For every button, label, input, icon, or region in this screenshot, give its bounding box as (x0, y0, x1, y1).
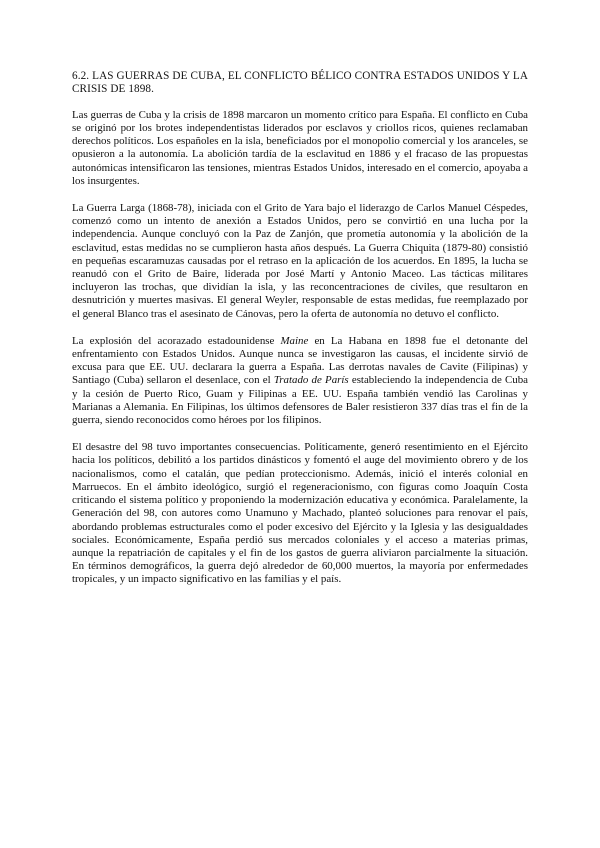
treaty-name: Tratado de París (273, 374, 349, 387)
document-page (72, 70, 528, 601)
section-heading: 6.2. LAS GUERRAS DE CUBA, EL CONFLICTO BÉLICO CONTRA ESTADOS UNIDOS Y LA CRISIS DE 1898. (72, 70, 528, 96)
paragraph-text-segment: en La Habana en 1898 fue el detonante del enfrentamiento con Estados Unidos. Aunque nunca se investigaron las causas, el incidente sirvió de excusa para que EE. UU. declarara la guerra a España. Las derrotas navales de Cavite (Filipinas) y Santiago (Cuba) sellaron el desenlace, con el (72, 334, 528, 387)
paragraph-cuba-crisis-intro: Las guerras de Cuba y la crisis de 1898 marcaron un momento crítico para España. El conflicto en Cuba se originó por los brotes independentistas liderados por esclavos y criollos ricos, quienes reclamaban derechos políticos. Los españoles en la isla, beneficiados por el monopolio comercial y los aranceles, se opusieron a la autonomía. La abolición tardía de la esclavitud en 1886 y el fracaso de las propuestas autonómicas intensificaron las tensiones, mientras Estados Unidos, interesado en el comercio, apoyaba a los insurgentes. (72, 108, 528, 187)
paragraph-consequences: El desastre del 98 tuvo importantes consecuencias. Políticamente, generó resentimiento en el Ejército hacia los políticos, debilitó a los partidos dinásticos y fomentó el auge del movimiento obrero y de los nacionalismos, como el catalán, que pedían proteccionismo. Además, inició el interés colonial en Marruecos. En el ámbito ideológico, surgió el regeneracionismo, con figuras como Joaquín Costa criticando el sistema político y proponiendo la modernización educativa y económica. Paralelamente, la Generación del 98, con autores como Unamuno y Machado, planteó soluciones para renovar el país, abordando problemas estructurales como el poder excesivo del Ejército y la Iglesia y las desigualdades sociales. Económicamente, España perdió sus mercados coloniales y el acceso a materias primas, aunque la repatriación de capitales y el fin de los gastos de guerra aliviaron parcialmente la situación. En términos demográficos, la guerra dejó alrededor de 60,000 muertos, la mayoría por enfermedades tropicales, y un impacto significativo en las familias y el país. (72, 441, 528, 586)
ship-name-maine: Maine (280, 334, 309, 347)
paragraph-guerra-larga: La Guerra Larga (1868-78), iniciada con el Grito de Yara bajo el liderazgo de Carlos Manuel Céspedes, comenzó como un intento de anexión a Estados Unidos, pero se convirtió en una lucha por la independencia. Aunque concluyó con la Paz de Zanjón, que prometía autonomía y la abolición de la esclavitud, estas medidas no se cumplieron hasta años después. La Guerra Chiquita (1879-80) consistió en pequeñas escaramuzas causadas por el retraso en la aplicación de los acuerdos. En 1895, la lucha se reanudó con el Grito de Baire, liderada por José Martí y Antonio Maceo. Las tácticas militares incluyeron las trochas, que dividían la isla, y las reconcentraciones de civiles, que resultaron en desnutrición y muertes masivas. El general Weyler, responsable de estas medidas, fue reemplazado por el general Blanco tras el asesinato de Cánovas, pero la oferta de autonomía no detuvo el conflicto. (72, 202, 528, 320)
paragraph-maine-explosion (72, 335, 528, 427)
paragraph-text-segment: La explosión del acorazado estadounidense (72, 334, 281, 347)
paragraph-text-segment: estableciendo la independencia de Cuba y la cesión de Puerto Rico, Guam y Filipinas a EE. UU. España también vendió las Carolinas y Marianas a Alemania. En Filipinas, los últimos defensores de Baler resistieron 337 días tras el fin de la guerra, siendo reconocidos como héroes por los filipinos. (72, 374, 528, 427)
